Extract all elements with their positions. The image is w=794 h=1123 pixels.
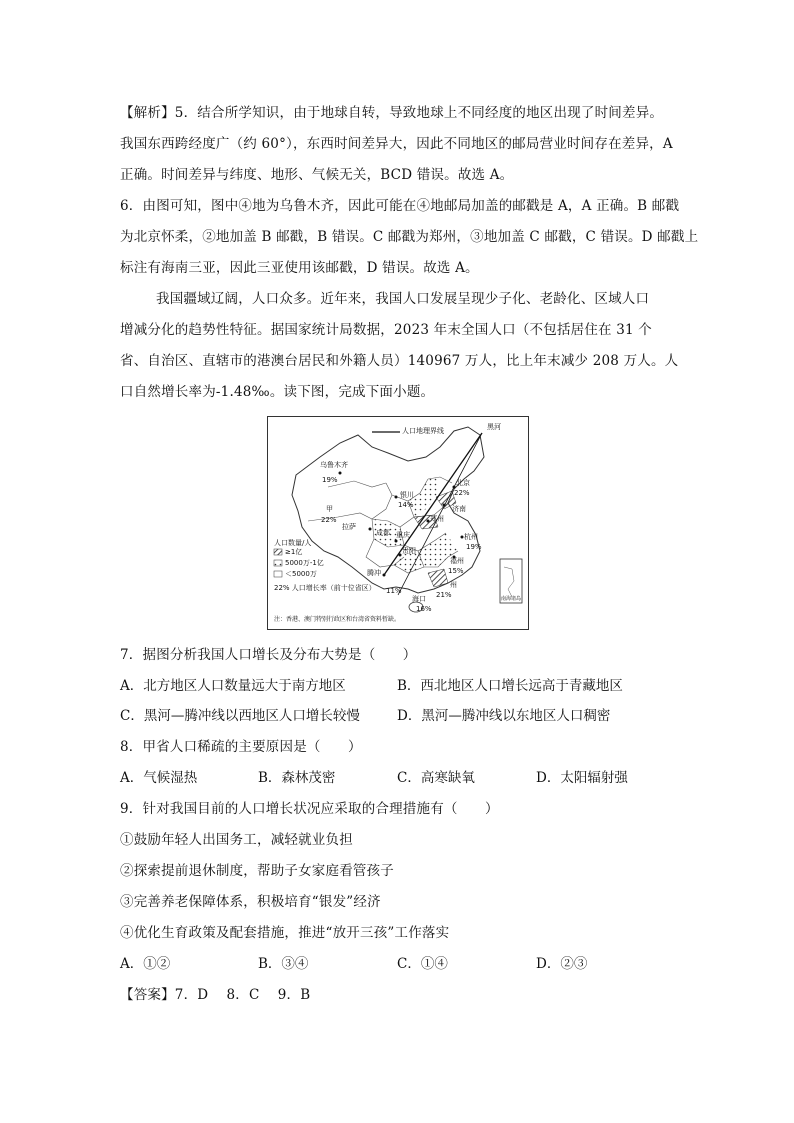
q9-option-d: D．②③ (536, 956, 588, 972)
q9-statement-4: ④优化生育政策及配套措施，推进“放开三孩”工作落实 (120, 925, 450, 941)
label-jia: 甲 (326, 505, 333, 513)
explanation-line-1: 【解析】5．结合所学知识，由于地球自转，导致地球上不同经度的地区出现了时间差异。 (120, 105, 664, 121)
label-beijing: 北京 (456, 479, 470, 487)
china-population-map (267, 416, 529, 630)
explanation-line-5: 为北京怀柔，②地加盖 B 邮戳，B 错误。C 邮戳为郑州，③地加盖 C 邮戳，C 错误。D 邮戳上 (120, 229, 699, 245)
label-jinan: 济南 (452, 505, 466, 513)
label-south-china-sea: 南海诸岛 (501, 596, 522, 602)
explanation-line-2: 我国东西跨经度广（约 60°），东西时间差异大，因此不同地区的邮局营业时间存在差异，A (120, 136, 673, 152)
label-yinchuan-pct: 14% (398, 501, 414, 509)
q8-option-b: B．森林茂密 (258, 770, 336, 786)
q7-option-d: D．黑河—腾冲线以东地区人口稠密 (397, 708, 611, 724)
label-guangzhou: 州 (450, 581, 457, 589)
answer-line: 【答案】7．D 8．C 9．B (120, 987, 311, 1003)
label-chongqing: 重庆 (396, 531, 410, 539)
q7-option-b: B．西北地区人口增长远高于青藏地区 (397, 678, 623, 694)
label-sw-pct: 11% (386, 587, 402, 595)
map-note: 注：香港、澳门特别行政区和台湾省资料暂缺。 (274, 616, 401, 623)
q9-statement-3: ③完善养老保障体系，积极培育“银发”经济 (120, 894, 381, 910)
legend-boundary-label: 人口地理界线 (402, 427, 444, 435)
explanation-line-3: 正确。时间差异与纬度、地形、气候无关，BCD 错误。故选 A。 (120, 167, 514, 183)
label-urumqi: 乌鲁木齐 (320, 461, 348, 469)
legend-high: ≥1亿 (285, 548, 303, 556)
passage-line-1: 我国疆域辽阔，人口众多。近年来，我国人口发展呈现少子化、老龄化、区域人口 (156, 291, 650, 307)
label-yinchuan: 银川 (400, 491, 414, 499)
label-hangzhou-pct: 19% (466, 543, 482, 551)
label-guiyang: 贵阳 (402, 547, 416, 555)
passage-line-3: 省、自治区、直辖市的港澳台居民和外籍人员）140967 万人，比上年末减少 208 万人。人 (120, 353, 679, 369)
label-fuzhou-pct: 15% (448, 567, 464, 575)
q8-option-c: C．高寒缺氧 (397, 770, 475, 786)
label-fuzhou: 福州 (450, 557, 464, 565)
label-beijing-pct: 22% (454, 489, 470, 497)
label-haikou-pct: 16% (416, 605, 432, 613)
legend-rate: 22% 人口增长率（前十位省区） (274, 584, 376, 592)
label-lhasa: 拉萨 (342, 523, 356, 531)
label-hangzhou: 杭州 (464, 533, 478, 541)
explanation-line-4: 6．由图可知，图中④地为乌鲁木齐，因此可能在④地邮局加盖的邮戳是 A，A 正确。B 邮戳 (120, 198, 680, 214)
q9-stem: 9．针对我国目前的人口增长状况应采取的合理措施有（ ） (120, 801, 499, 817)
q7-stem: 7．据图分析我国人口增长及分布大势是（ ） (120, 647, 417, 663)
q9-option-a: A．①② (120, 956, 171, 972)
legend-title: 人口数量/人 (274, 539, 312, 547)
passage-line-2: 增减分化的趋势性特征。据国家统计局数据，2023 年末全国人口（不包括居住在 31 个 (120, 322, 653, 338)
map-drawing (268, 417, 528, 629)
q9-statement-1: ①鼓励年轻人出国务工，减轻就业负担 (120, 832, 353, 848)
label-zhengzhou: 郑州 (430, 515, 444, 523)
q9-option-c: C．①④ (397, 956, 448, 972)
passage-line-4: 口自然增长率为-1.48‰。读下图，完成下面小题。 (120, 384, 435, 400)
q8-option-d: D．太阳辐射强 (536, 770, 628, 786)
legend-mid: 5000万-1亿 (285, 559, 324, 567)
q9-option-b: B．③④ (258, 956, 309, 972)
q7-option-a: A．北方地区人口数量远大于南方地区 (120, 678, 346, 694)
label-guangzhou-pct: 21% (436, 591, 452, 599)
q8-stem: 8．甲省人口稀疏的主要原因是（ ） (120, 739, 362, 755)
label-heihe: 黑河 (487, 423, 501, 431)
legend-low: ＜5000万 (285, 570, 317, 578)
q7-option-c: C．黑河—腾冲线以西地区人口增长较慢 (120, 708, 360, 724)
label-chengdu: 成都 (376, 529, 390, 537)
label-urumqi-pct: 19% (322, 476, 338, 484)
label-jia-pct: 22% (321, 516, 337, 524)
explanation-line-6: 标注有海南三亚，因此三亚使用该邮戳，D 错误。故选 A。 (120, 260, 479, 276)
label-tengchong: 腾冲 (367, 569, 381, 577)
q8-option-a: A．气候湿热 (120, 770, 198, 786)
q9-statement-2: ②探索提前退休制度，帮助子女家庭看管孩子 (120, 863, 394, 879)
label-haikou: 海口 (412, 595, 426, 603)
